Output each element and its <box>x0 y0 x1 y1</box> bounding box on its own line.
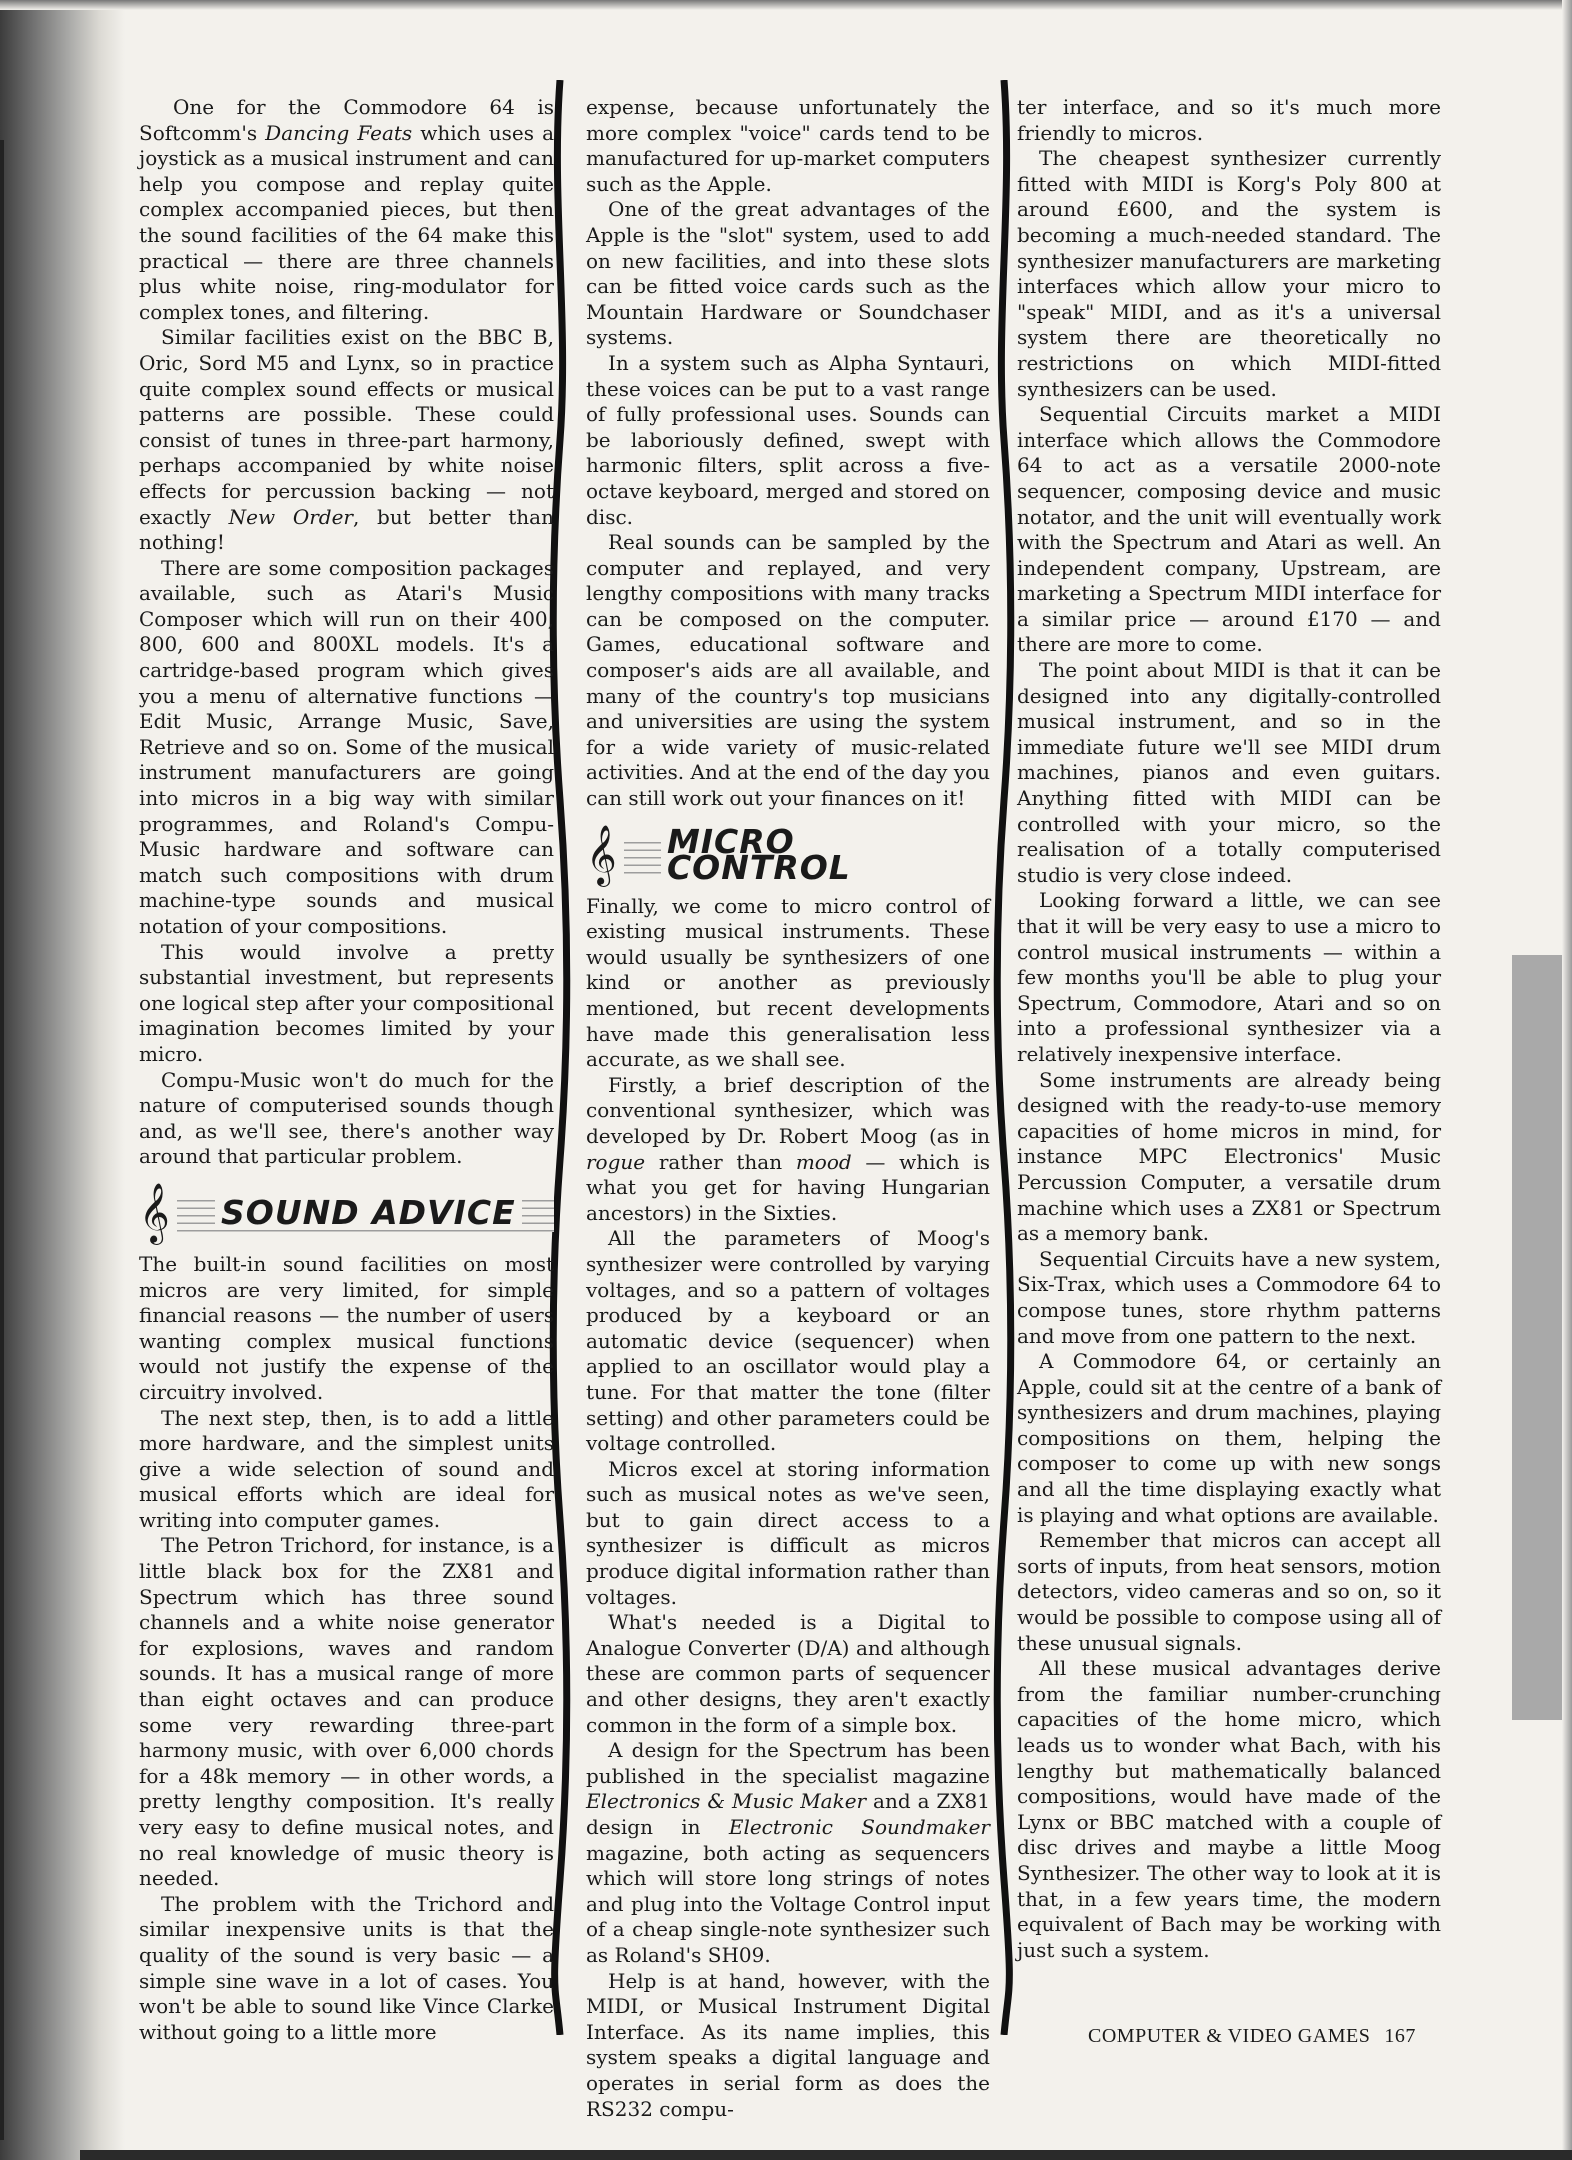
paragraph: There are some composition packages available, such as Atari's Music Composer which will run on their 400, 800, 600 and 800XL models. It's a cartridge-based program which gives you a menu of alternative functions — Edit Music, Arrange Music, Save, Retrieve and so on. Some of the musical instrument manufacturers are going into micros in a big way with similar programmes, and Roland's Compu-Music hardware and software can match such compositions with drum machine-type sounds and musical notation of your compositions. <box>139 555 554 938</box>
paragraph: Finally, we come to micro control of existing musical instruments. These would usually be synthesizers of one kind or another as previously mentioned, but recent developments have made this generalisation less accurate, as we shall see. <box>586 893 990 1072</box>
paragraph: This would involve a pretty substantial investment, but represents one logical step after your compositional imagination becomes limited by your micro. <box>139 939 554 1066</box>
paragraph: expense, because unfortunately the more complex "voice" cards tend to be manufactured for up-market computers such as the Apple. <box>586 95 990 196</box>
paragraph: One for the Commodore 64 is Softcomm's Dancing Feats which uses a joystick as a musical instrument and can help you compose and replay quite complex accompanied pieces, but then the sound facilities of the 64 make this practical — there are three channels plus white noise, ring-modulator for complex tones, and filtering. <box>139 95 555 324</box>
section-heading-text: SOUND ADVICE <box>215 1200 522 1226</box>
article-column-2 <box>586 95 990 2122</box>
paragraph: The next step, then, is to add a little more hardware, and the simplest units give a wide selection of sound and musical efforts which are ideal for writing into computer games. <box>139 1405 554 1532</box>
section-heading-text: MICRO CONTROL <box>661 829 990 880</box>
paragraph: Remember that micros can accept all sorts of inputs, from heat sensors, motion detectors, video cameras and so on, so it would be possible to compose using all of these unusual signals. <box>1017 1528 1441 1655</box>
right-edge-shadow <box>1562 0 1572 2160</box>
article-column-3 <box>1017 95 1441 1963</box>
magazine-name: COMPUTER & VIDEO GAMES <box>1088 2025 1371 2047</box>
paragraph: Help is at hand, however, with the MIDI, or Musical Instrument Digital Interface. As its name implies, this system speaks a digital language and operates in serial form as does the RS232 compu- <box>586 1968 990 2121</box>
paragraph: The point about MIDI is that it can be designed into any digitally-controlled musical instrument, and so in the immediate future we'll see MIDI drum machines, pianos and even guitars. Anything fitted with MIDI can be controlled with your micro, so the realisation of a totally computerised studio is very close indeed. <box>1017 658 1441 887</box>
bottom-edge <box>80 2150 1572 2160</box>
paragraph: The problem with the Trichord and similar inexpensive units is that the quality of the sound is very basic — a simple sine wave in a lot of cases. You won't be able to sound like Vince Clarke without going to a little more <box>139 1891 554 2044</box>
paragraph: Sequential Circuits have a new system, Six-Trax, which uses a Commodore 64 to compose tunes, store rhythm patterns and move from one pattern to the next. <box>1017 1246 1441 1348</box>
paragraph: Micros excel at storing information such as musical notes as we've seen, but to gain direct access to a synthesizer is difficult as micros produce digital information rather than voltages. <box>586 1456 990 1609</box>
paragraph: A Commodore 64, or certainly an Apple, could sit at the centre of a bank of synthesizers and drum machines, playing compositions on them, helping the composer to come up with new songs and all the time displaying exactly what is playing and what options are available. <box>1017 1349 1441 1527</box>
paragraph: What's needed is a Digital to Analogue Converter (D/A) and although these are common parts of sequencer and other designs, they aren't exactly common in the form of a simple box. <box>586 1610 990 1737</box>
top-edge <box>0 0 1572 10</box>
binding-shadow <box>0 0 125 2160</box>
paragraph: All these musical advantages derive from the familiar number-crunching capacities of the home micro, which leads us to wonder what Bach, with his lengthy but mathematically balanced compositions, would have made of the Lynx or BBC matched with a couple of disc drives and maybe a little Moog Synthesizer. The other way to look at it is that, in a few years time, the modern equivalent of Bach may be working with just such a system. <box>1017 1656 1441 1962</box>
paragraph: Firstly, a brief description of the conventional synthesizer, which was developed by Dr. Robert Moog (as in rogue rather than mood — which is what you get for having Hungarian ancestors) in the Sixties. <box>586 1072 990 1225</box>
wavy-column-divider <box>993 80 1015 2035</box>
section-heading-sound-advice <box>139 1180 554 1246</box>
paragraph: The cheapest synthesizer currently fitted with MIDI is Korg's Poly 800 at around £600, and the system is becoming a much-needed standard. The synthesizer manufacturers are marketing interfaces which allow your micro to "speak" MIDI, and as it's a universal system there are theoretically no restrictions on which MIDI-fitted synthesizers can be used. <box>1017 146 1441 401</box>
paragraph: The Petron Trichord, for instance, is a little black box for the ZX81 and Spectrum which has three sound channels and a white noise generator for explosions, waves and random sounds. It has a musical range of more than eight octaves and can produce some very rewarding three-part harmony music, with over 6,000 chords for a 48k memory — in other words, a pretty lengthy composition. It's really very easy to define musical notes, and no real knowledge of music theory is needed. <box>139 1533 554 1891</box>
paragraph: In a system such as Alpha Syntauri, these voices can be put to a vast range of fully professional uses. Sounds can be laboriously defined, swept with harmonic filters, split across a five-octave keyboard, merged and stored on disc. <box>586 350 990 529</box>
paragraph: Looking forward a little, we can see that it will be very easy to use a micro to control musical instruments — within a few months you'll be able to plug your Spectrum, Commodore, Atari and so on into a professional synthesizer via a relatively inexpensive interface. <box>1017 888 1441 1066</box>
paragraph: Similar facilities exist on the BBC B, Oric, Sord M5 and Lynx, so in practice quite complex sound effects or musical patterns are possible. These could consist of tunes in three-part harmony, perhaps accompanied by white noise effects for percussion backing — not exactly New Order, but better than nothing! <box>139 325 554 555</box>
section-heading-micro-control <box>586 822 990 888</box>
article-column-1 <box>139 95 554 2045</box>
paragraph: Compu-Music won't do much for the nature of computerised sounds though and, as we'll see, there's another way around that particular problem. <box>139 1067 554 1169</box>
left-edge-rule <box>0 140 4 2140</box>
paragraph: The built-in sound facilities on most micros are very limited, for simple financial reasons — the number of users wanting complex musical functions would not justify the expense of the circuitry involved. <box>139 1251 554 1404</box>
paragraph: Real sounds can be sampled by the computer and replayed, and very lengthy compositions with many tracks can be composed on the computer. Games, educational software and composer's aids are all available, and many of the country's top musicians and universities are using the system for a wide variety of music-related activities. And at the end of the day you can still work out your finances on it! <box>586 530 990 811</box>
paragraph: ter interface, and so it's much more friendly to micros. <box>1017 95 1441 145</box>
paragraph: Some instruments are already being designed with the ready-to-use memory capacities of home micros in mind, for instance MPC Electronics' Music Percussion Computer, a versatile drum machine which uses a ZX81 or Spectrum as a memory bank. <box>1017 1067 1441 1246</box>
paragraph: A design for the Spectrum has been published in the specialist magazine Electronics & Music Maker and a ZX81 design in Electronic Soundmaker magazine, both acting as sequencers which will store long strings of notes and plug into the Voltage Control input of a cheap single-note synthesizer such as Roland's SH09. <box>586 1738 990 1967</box>
page-number: 167 <box>1384 2025 1416 2047</box>
page-footer <box>1088 2025 1416 2048</box>
paragraph: All the parameters of Moog's synthesizer were controlled by varying voltages, and so a pattern of voltages produced by a keyboard or an automatic device (sequencer) when applied to an oscillator would play a tune. For that matter the tone (filter setting) and other parameters could be voltage controlled. <box>586 1226 990 1456</box>
treble-clef-icon: 𝄞 <box>586 824 617 885</box>
paragraph: One of the great advantages of the Apple is the "slot" system, used to add on new facilities, and into these slots can be fitted voice cards such as the Mountain Hardware or Soundchaser systems. <box>586 197 990 350</box>
treble-clef-icon: 𝄞 <box>139 1182 170 1243</box>
paragraph: Sequential Circuits market a MIDI interface which allows the Commodore 64 to act as a versatile 2000-note sequencer, composing device and music notator, and the unit will eventually work with the Spectrum and Atari as well. An independent company, Upstream, are marketing a Spectrum MIDI interface for a similar price — around £170 — and there are more to come. <box>1017 402 1441 657</box>
